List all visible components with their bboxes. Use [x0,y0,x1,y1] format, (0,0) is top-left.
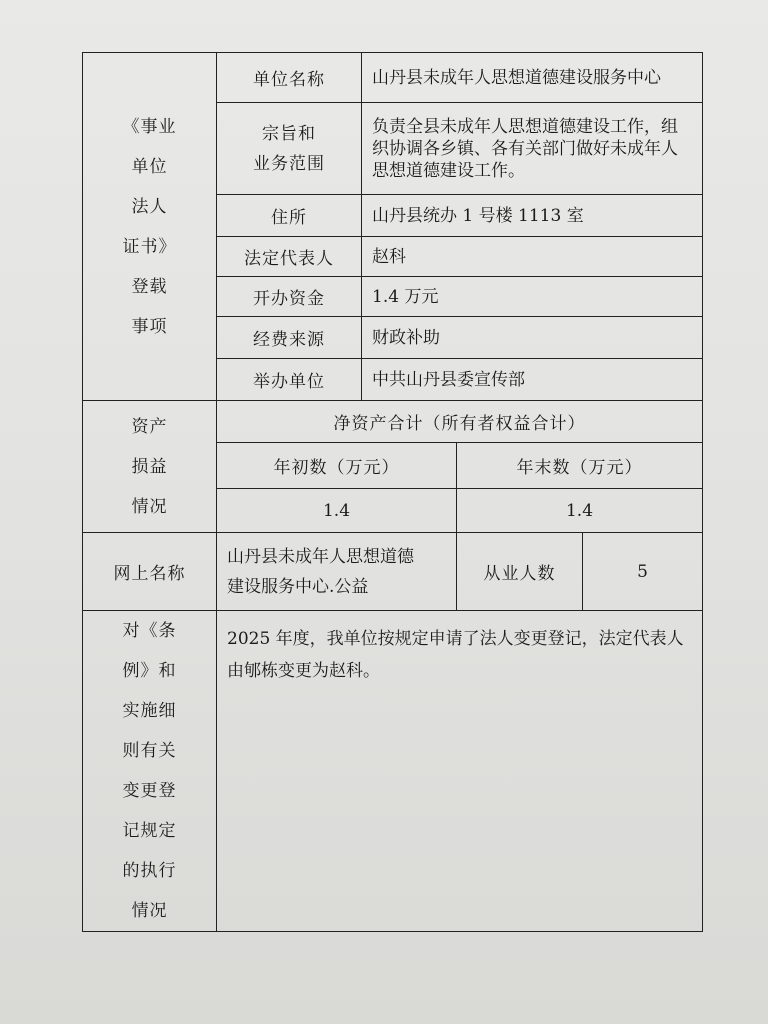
year-begin-label: 年初数（万元） [217,443,457,489]
section-regulation-label [83,611,217,932]
assets-label-line: 情况 [131,496,168,517]
online-name-value [217,533,457,611]
section-certificate-label [83,53,217,401]
cert-label-line: 法人 [131,196,168,217]
row-regulation-compliance [83,611,703,932]
address-label: 住所 [217,195,362,237]
purpose-scope-value: 负责全县未成年人思想道德建设工作，组织协调各乡镇、各有关部门做好未成年人思想道德建设工作。 [362,103,703,195]
capital-value: 1.4 万元 [362,277,703,317]
regulation-label-line: 对《条 [122,621,177,641]
cert-label-line: 证书》 [122,236,177,257]
year-begin-value: 1.4 [217,489,457,533]
purpose-label-line: 宗旨和 [262,123,316,144]
net-assets-header: 净资产合计（所有者权益合计） [217,401,703,443]
capital-label: 开办资金 [217,277,362,317]
legal-rep-label: 法定代表人 [217,237,362,277]
sponsor-value: 中共山丹县委宣传部 [362,359,703,401]
online-name-line: 山丹县未成年人思想道德 [227,546,414,567]
online-name-label: 网上名称 [83,533,217,611]
year-end-value: 1.4 [457,489,703,533]
cert-label-line: 事项 [131,316,168,337]
section-assets-label [83,401,217,533]
regulation-label-line: 变更登 [122,781,177,801]
regulation-compliance-text: 2025 年度，我单位按规定申请了法人变更登记，法定代表人由郇栋变更为赵科。 [217,611,703,932]
row-unit-name [83,53,703,103]
unit-name-value: 山丹县未成年人思想道德建设服务中心 [362,53,703,103]
staff-count-label: 从业人数 [457,533,583,611]
purpose-label-line: 业务范围 [253,153,325,174]
funding-source-label: 经费来源 [217,317,362,359]
cert-label-line: 单位 [131,156,168,177]
cert-label-line: 《事业 [122,116,177,137]
regulation-label-line: 的执行 [122,861,177,881]
assets-label-line: 资产 [131,416,168,437]
sponsor-label: 举办单位 [217,359,362,401]
assets-label-line: 损益 [131,456,168,477]
registration-form-table [82,52,703,932]
staff-count-value: 5 [583,533,703,611]
regulation-label-line: 例》和 [122,661,177,681]
regulation-label-line: 情况 [131,901,168,921]
purpose-scope-label [217,103,362,195]
address-value: 山丹县统办 1 号楼 1113 室 [362,195,703,237]
regulation-label-line: 则有关 [122,741,177,761]
cert-label-line: 登载 [131,276,168,297]
row-net-assets-header [83,401,703,443]
legal-rep-value: 赵科 [362,237,703,277]
online-name-line: 建设服务中心.公益 [227,576,369,597]
year-end-label: 年末数（万元） [457,443,703,489]
unit-name-label: 单位名称 [217,53,362,103]
regulation-label-line: 记规定 [122,821,177,841]
regulation-label-line: 实施细 [122,701,177,721]
row-online-name [83,533,703,611]
funding-source-value: 财政补助 [362,317,703,359]
